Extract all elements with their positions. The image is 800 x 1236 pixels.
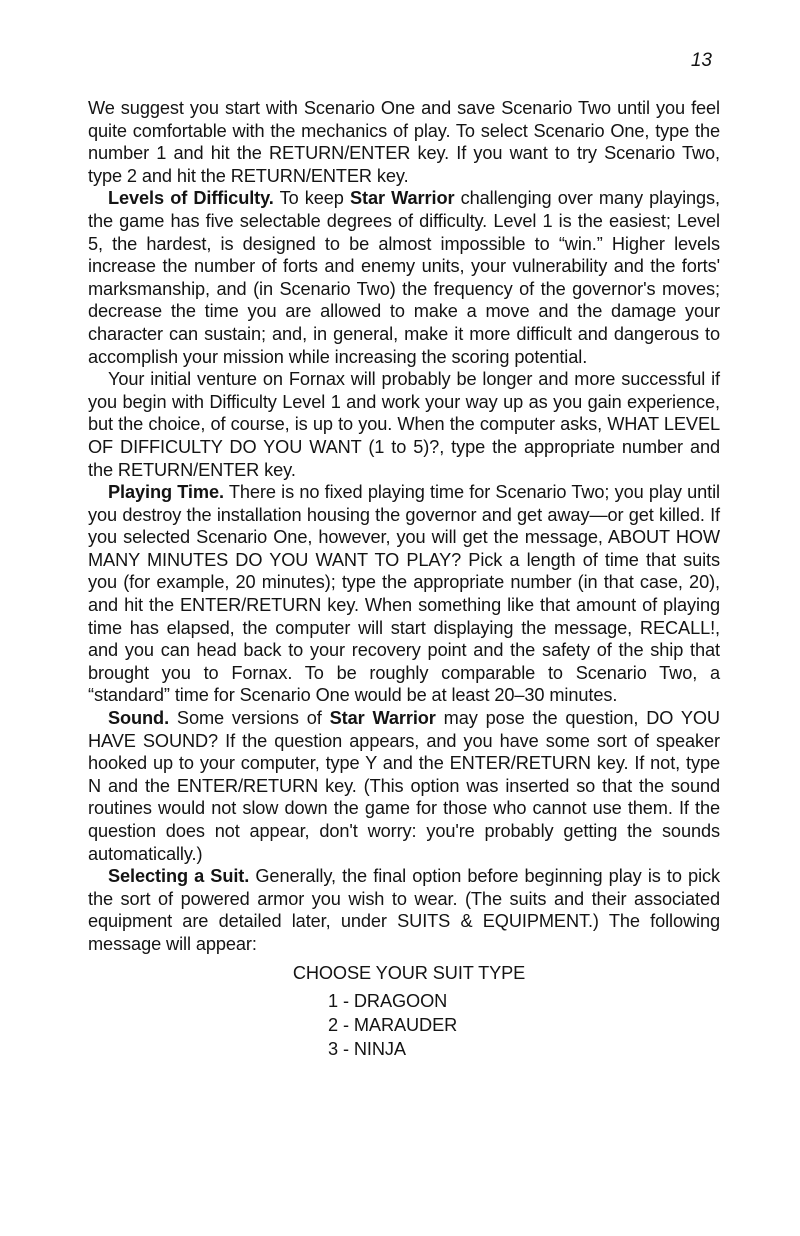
paragraph: [88, 481, 720, 707]
paragraph: [88, 368, 720, 481]
text-run: Some versions of: [169, 708, 330, 729]
suit-option: 2 - MARAUDER: [328, 1014, 458, 1035]
bold-term: Playing Time.: [108, 482, 224, 503]
paragraph: [88, 97, 720, 187]
page-number: 13: [690, 50, 712, 71]
paragraph: [88, 707, 720, 865]
suit-prompt: [88, 961, 720, 1061]
text-run: We suggest you start with Scenario One and save Scenario Two until you feel quite comfortable with the mechanics of play. To select Scenario One, type the number 1 and hit the RETURN/ENTER key. If you want to try Scenario Two, type 2 and hit the RETURN/ENTER key.: [88, 98, 720, 186]
text-run: challenging over many playings, the game has five selectable degrees of difficulty. Level 1 is the easiest; Level 5, the hardest, is designed to be almost impossible to “win.” Higher levels increase the number of forts and enemy units, your vulnerability and the forts' marksmanship, and (in Scenario Two) the frequency of the governor's moves; decrease the time you are allowed to make a move and the damage your character can sustain; and, in general, make it more difficult and dangerous to accomplish your mission while increasing the scoring potential.: [88, 188, 720, 367]
suit-prompt-title: CHOOSE YOUR SUIT TYPE: [292, 962, 526, 983]
paragraph: [88, 187, 720, 368]
paragraph: [88, 865, 720, 955]
body-text: [88, 97, 720, 1061]
bold-term: Star Warrior: [349, 188, 455, 209]
text-run: Your initial venture on Fornax will probably be longer and more successful if you begin with Difficulty Level 1 and work your way up as you gain experience, but the choice, of course, is up to you. When the computer asks, WHAT LEVEL OF DIFFICULTY DO YOU WANT (1 to 5)?, type the appropriate number and the RETURN/ENTER key.: [88, 369, 720, 480]
text-run: To keep: [273, 188, 350, 209]
bold-term: Star Warrior: [329, 708, 436, 729]
suit-option: 1 - DRAGOON: [328, 990, 448, 1011]
text-run: Generally, the final option before beginning play is to pick the sort of powered armor you wish to wear. (The suits and their associated equipment are detailed later, under SUITS & EQUIPMENT.) The following message will appear:: [88, 866, 720, 954]
bold-term: Levels of Difficulty.: [108, 188, 274, 209]
suit-option: 3 - NINJA: [328, 1038, 406, 1059]
text-run: may pose the question, DO YOU HAVE SOUND? If the question appears, and you have some sort of speaker hooked up to your computer, type Y and the ENTER/RETURN key. If not, type N and the ENTER/RETURN key. (This option was inserted so that the sound routines would not slow down the game for those who cannot use them. If the question does not appear, don't worry: you're probably getting the sounds automatically.): [88, 708, 720, 864]
text-run: There is no fixed playing time for Scenario Two; you play until you destroy the installation housing the governor and get away—or get killed. If you selected Scenario One, however, you will get the message, ABOUT HOW MANY MINUTES DO YOU WANT TO PLAY? Pick a length of time that suits you (for example, 20 minutes); type the appropriate number (in that case, 20), and hit the ENTER/RETURN key. When something like that amount of playing time has elapsed, the computer will start displaying the message, RECALL!, and you can head back to your recovery point and the safety of the ship that brought you to Fornax. To be roughly comparable to Scenario Two, a “standard” time for Scenario One would be at least 20–30 minutes.: [88, 482, 720, 706]
bold-term: Sound.: [108, 708, 170, 729]
suit-options-list: [88, 989, 720, 1061]
bold-term: Selecting a Suit.: [108, 866, 250, 887]
